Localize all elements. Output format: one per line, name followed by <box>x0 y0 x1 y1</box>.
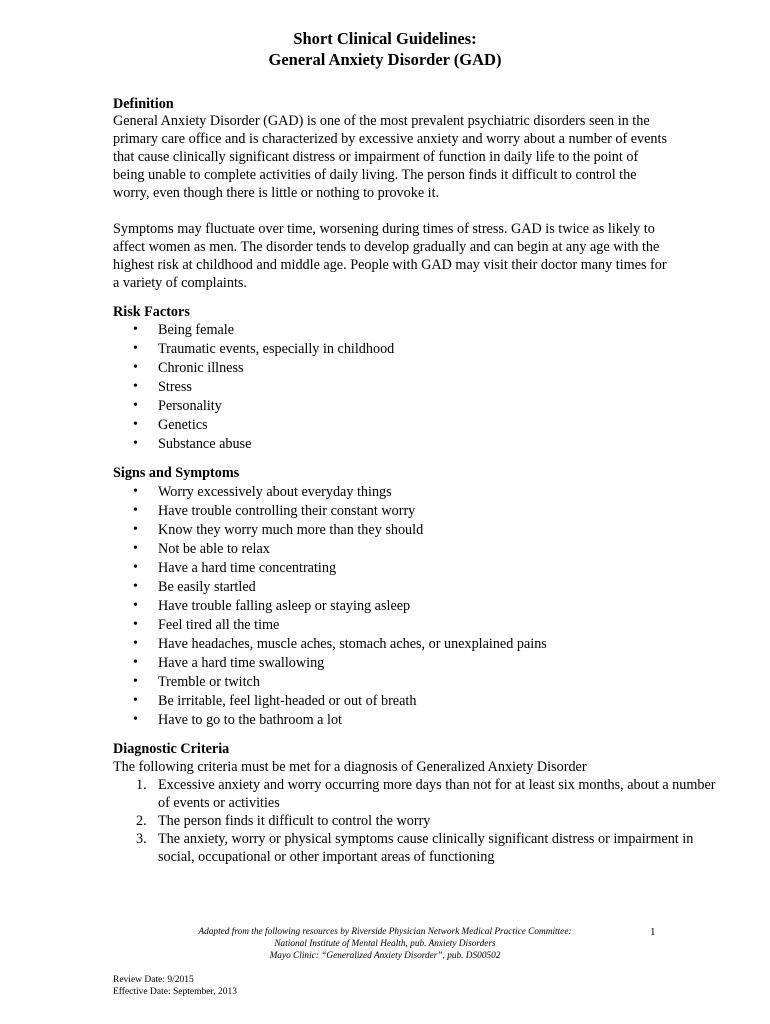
document-title: Short Clinical Guidelines: <box>293 29 477 48</box>
footer-source-line: Adapted from the following resources by Riverside Physician Network Medical Practice Committee: <box>198 927 572 937</box>
effective-date: Effective Date: September, 2013 <box>113 987 237 997</box>
list-item: • Have headaches, muscle aches, stomach aches, or unexplained pains <box>113 635 547 654</box>
risk-factors-list <box>113 321 394 454</box>
footer-source-mayo: Mayo Clinic: “Generalized Anxiety Disorder”, pub. DS00502 <box>269 951 501 961</box>
symptoms-paragraph: Symptoms may fluctuate over time, worsening during times of stress. GAD is twice as likely to affect women as men. The disorder tends to develop gradually and can begin at any age with the highest risk at childhood and middle age. People with GAD may visit their doctor many times for a variety of complaints. <box>113 221 667 291</box>
item-number: 3. <box>136 831 147 847</box>
signs-heading: Signs and Symptoms <box>113 465 240 481</box>
list-item: • Have trouble controlling their constant worry <box>113 502 547 521</box>
list-item: • Substance abuse <box>113 435 394 454</box>
list-item <box>113 812 718 830</box>
risk-factors-heading: Risk Factors <box>113 304 190 320</box>
list-item: • Worry excessively about everyday things <box>113 483 547 502</box>
list-item: • Tremble or twitch <box>113 673 547 692</box>
diagnostic-intro: The following criteria must be met for a diagnosis of Generalized Anxiety Disorder <box>113 759 587 775</box>
item-text: The person finds it difficult to control the worry <box>158 813 431 829</box>
item-text: Excessive anxiety and worry occurring more days than not for at least six months, about a number of events or activities <box>158 777 716 811</box>
list-item: • Have to go to the bathroom a lot <box>113 711 547 730</box>
list-item: • Not be able to relax <box>113 540 547 559</box>
list-item: • Feel tired all the time <box>113 616 547 635</box>
diagnostic-criteria-list <box>113 776 718 866</box>
list-item: • Be irritable, feel light-headed or out of breath <box>113 692 547 711</box>
list-item: • Have a hard time swallowing <box>113 654 547 673</box>
review-date: Review Date: 9/2015 <box>113 975 194 985</box>
page-number: 1 <box>650 926 656 938</box>
list-item: • Be easily startled <box>113 578 547 597</box>
item-number: 1. <box>136 777 147 793</box>
list-item: • Traumatic events, especially in childhood <box>113 340 394 359</box>
list-item: • Genetics <box>113 416 394 435</box>
list-item: • Have trouble falling asleep or staying asleep <box>113 597 547 616</box>
list-item: • Have a hard time concentrating <box>113 559 547 578</box>
document-subtitle: General Anxiety Disorder (GAD) <box>268 50 502 69</box>
item-text: The anxiety, worry or physical symptoms cause clinically significant distress or impairment in social, occupational or other important areas of functioning <box>158 831 694 865</box>
list-item: • Know they worry much more than they should <box>113 521 547 540</box>
list-item <box>113 830 718 866</box>
list-item <box>113 776 718 812</box>
list-item: • Personality <box>113 397 394 416</box>
list-item: • Being female <box>113 321 394 340</box>
list-item: • Chronic illness <box>113 359 394 378</box>
diagnostic-heading: Diagnostic Criteria <box>113 741 230 757</box>
item-number: 2. <box>136 813 147 829</box>
definition-heading: Definition <box>113 96 174 112</box>
signs-list <box>113 483 547 730</box>
definition-paragraph: General Anxiety Disorder (GAD) is one of the most prevalent psychiatric disorders seen in the primary care office and is characterized by excessive anxiety and worry about a number of events that cause clinically significant distress or impairment of function in daily life to the point of being unable to complete activities of daily living. The person finds it difficult to control the worry, even though there is little or nothing to provoke it. <box>113 113 667 201</box>
list-item: • Stress <box>113 378 394 397</box>
footer-source-nimh: National Institute of Mental Health, pub. Anxiety Disorders <box>274 939 496 949</box>
